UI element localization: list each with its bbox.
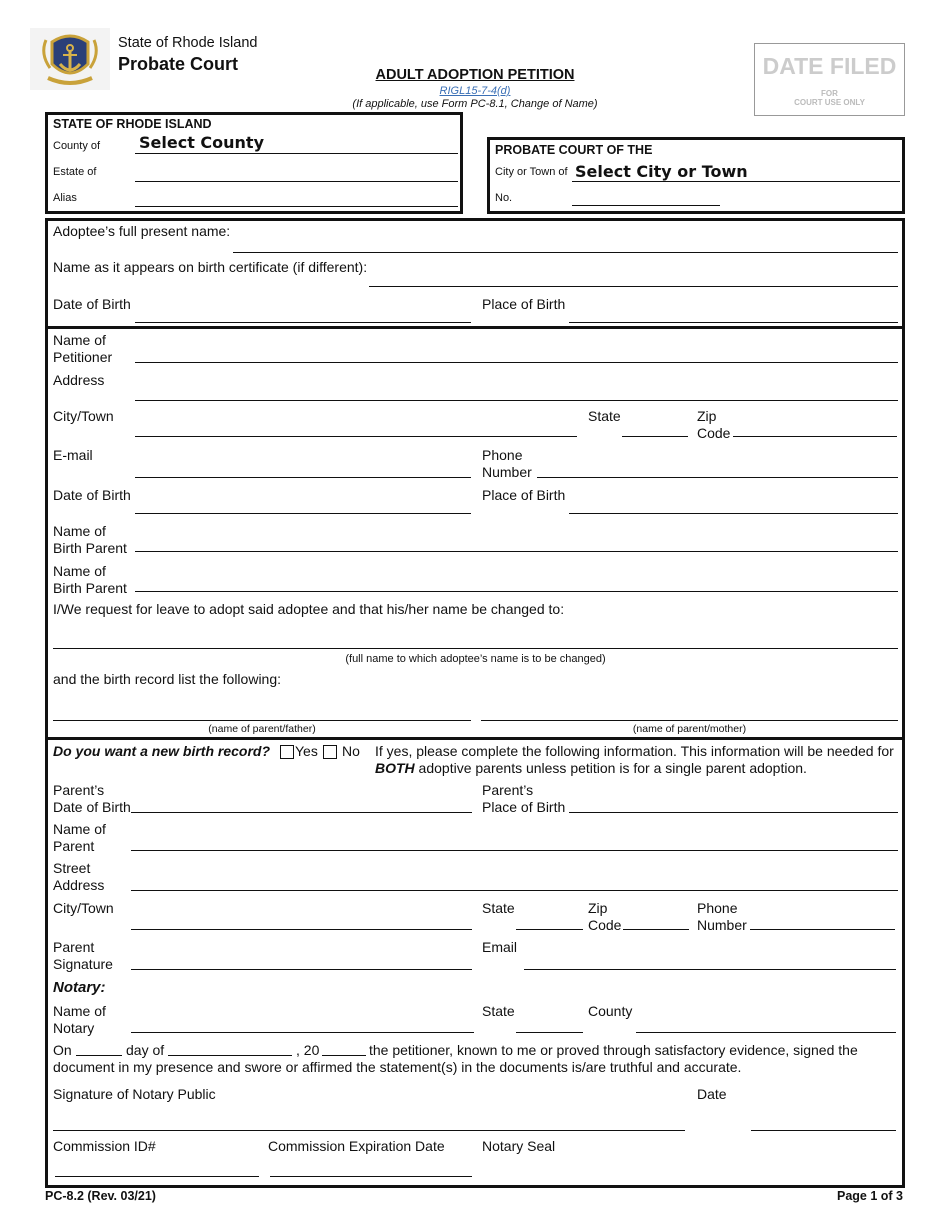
parent-father-caption: (name of parent/father) — [208, 723, 316, 735]
petitioner-email-input[interactable] — [135, 477, 471, 478]
date-filed-label: DATE FILED — [762, 53, 897, 79]
parent-zip-label-1: Zip — [588, 900, 608, 916]
parent-phone-input[interactable] — [750, 929, 895, 930]
adoptee-dob-input[interactable] — [135, 322, 471, 323]
notary-name-input[interactable] — [131, 1032, 474, 1033]
birth-record-text: and the birth record list the following: — [53, 671, 282, 687]
state-heading: STATE OF RHODE ISLAND — [53, 117, 212, 131]
parent-signature-label-2: Signature — [53, 956, 113, 972]
notary-year-prefix: , 20 — [296, 1042, 320, 1058]
parent-pob-label-2: Place of Birth — [482, 799, 566, 815]
case-number-input[interactable] — [572, 205, 720, 206]
section-divider-2 — [45, 737, 905, 740]
alias-input[interactable] — [135, 206, 458, 207]
birth-parent-2-label-1: Name of — [53, 563, 106, 579]
court-use-line-1: FOR — [821, 89, 838, 98]
date-filed-box — [754, 43, 905, 116]
parent-state-input[interactable] — [516, 929, 583, 930]
probate-heading: PROBATE COURT OF THE — [495, 143, 653, 157]
adoptee-dob-label: Date of Birth — [53, 296, 131, 312]
parent-pob-label-1: Parent’s — [482, 782, 534, 798]
petitioner-state-label: State — [588, 408, 621, 424]
birth-parent-2-label-2: Birth Parent — [53, 580, 127, 596]
parent-phone-label-1: Phone — [697, 900, 738, 916]
county-select[interactable]: Select County — [139, 133, 265, 152]
petitioner-pob-input[interactable] — [569, 513, 898, 514]
birth-parent-1-label-1: Name of — [53, 523, 106, 539]
street-address-input[interactable] — [131, 890, 898, 891]
parent-dob-input[interactable] — [131, 812, 472, 813]
notary-attest-line-2: document in my presence and swore or affirmed the statement(s) in the documents is/are truthful and accurate. — [53, 1059, 742, 1075]
petitioner-email-label: E-mail — [53, 447, 93, 463]
name-change-request-text: I/We request for leave to adopt said adoptee and that his/her name be changed to: — [53, 601, 565, 617]
parent-phone-label-2: Number — [697, 917, 747, 933]
commission-expiration-input[interactable] — [270, 1176, 472, 1177]
notary-county-label: County — [588, 1003, 633, 1019]
form-title: ADULT ADOPTION PETITION — [375, 67, 575, 83]
petitioner-city-label: City/Town — [53, 408, 114, 424]
new-record-info-line-2 — [375, 760, 807, 777]
statute-link[interactable]: RIGL15-7-4(d) — [439, 85, 511, 97]
petitioner-zip-input[interactable] — [733, 436, 897, 437]
notary-seal-label: Notary Seal — [482, 1138, 556, 1154]
parent-pob-input[interactable] — [569, 812, 898, 813]
birth-parent-2-input[interactable] — [135, 591, 898, 592]
commission-id-label: Commission ID# — [53, 1138, 156, 1154]
parent-email-label: Email — [482, 939, 518, 955]
alias-label: Alias — [53, 192, 77, 204]
notary-day-of-label: day of — [126, 1042, 165, 1058]
rhode-island-seal-icon — [30, 28, 110, 90]
notary-date-input[interactable] — [751, 1130, 896, 1131]
parent-mother-caption: (name of parent/mother) — [632, 723, 747, 735]
commission-id-input[interactable] — [55, 1176, 259, 1177]
new-birth-record-question: Do you want a new birth record? — [53, 743, 271, 759]
commission-expiration-label: Commission Expiration Date — [268, 1138, 445, 1154]
estate-label: Estate of — [53, 166, 97, 178]
parent-city-label: City/Town — [53, 900, 114, 916]
parent-mother-input[interactable] — [481, 720, 898, 721]
birth-parent-1-label-2: Birth Parent — [53, 540, 127, 556]
new-record-yes-checkbox[interactable] — [280, 745, 294, 759]
notary-state-input[interactable] — [516, 1032, 583, 1033]
parent-dob-label-2: Date of Birth — [53, 799, 131, 815]
parent-email-input[interactable] — [524, 969, 896, 970]
petitioner-phone-label-2: Number — [482, 464, 532, 480]
county-label: County of — [53, 140, 101, 152]
petitioner-pob-label: Place of Birth — [482, 487, 566, 503]
petitioner-name-label-1: Name of — [53, 332, 106, 348]
parent-zip-label-2: Code — [588, 917, 622, 933]
petitioner-phone-label-1: Phone — [482, 447, 523, 463]
notary-date-label: Date — [697, 1086, 727, 1102]
parent-state-label: State — [482, 900, 515, 916]
parent-dob-label-1: Parent’s — [53, 782, 105, 798]
page-number: Page 1 of 3 — [837, 1189, 903, 1203]
notary-signature-label: Signature of Notary Public — [53, 1086, 216, 1102]
petitioner-name-label-2: Petitioner — [53, 349, 113, 365]
notary-on-label: On — [53, 1042, 72, 1058]
street-address-label-1: Street — [53, 860, 91, 876]
notary-signature-input[interactable] — [53, 1130, 685, 1131]
petitioner-address-label: Address — [53, 372, 105, 388]
notary-month-input[interactable] — [168, 1055, 292, 1056]
adoptee-name-input[interactable] — [233, 252, 898, 253]
case-number-label: No. — [495, 192, 513, 204]
notary-heading: Notary: — [53, 979, 106, 996]
petitioner-zip-label-1: Zip — [697, 408, 717, 424]
state-name: State of Rhode Island — [118, 35, 258, 51]
petitioner-phone-input[interactable] — [537, 477, 898, 478]
petitioner-zip-label-2: Code — [697, 425, 731, 441]
notary-name-label-2: Notary — [53, 1020, 95, 1036]
street-address-label-2: Address — [53, 877, 105, 893]
petitioner-dob-label: Date of Birth — [53, 487, 131, 503]
parent-name-input[interactable] — [131, 850, 898, 851]
form-number: PC-8.2 (Rev. 03/21) — [45, 1189, 156, 1203]
notary-year-input[interactable] — [322, 1055, 366, 1056]
petitioner-dob-input[interactable] — [135, 513, 471, 514]
new-name-caption: (full name to which adoptee’s name is to be changed) — [345, 653, 606, 665]
petitioner-name-input[interactable] — [135, 362, 898, 363]
parent-signature-input[interactable] — [131, 969, 472, 970]
notary-attest-line-1: the petitioner, known to me or proved through satisfactory evidence, signed the — [369, 1042, 858, 1058]
city-town-line — [572, 181, 900, 182]
notary-county-input[interactable] — [636, 1032, 896, 1033]
petitioner-city-input[interactable] — [135, 436, 577, 437]
birth-parent-1-input[interactable] — [135, 551, 898, 552]
parent-zip-input[interactable] — [623, 929, 689, 930]
adoptee-pob-input[interactable] — [569, 322, 898, 323]
city-town-select[interactable]: Select City or Town — [575, 162, 748, 181]
parent-name-label-2: Parent — [53, 838, 95, 854]
new-record-yes-label: Yes — [295, 743, 318, 759]
adoptee-name-label: Adoptee’s full present name: — [53, 223, 231, 239]
new-record-no-checkbox[interactable] — [323, 745, 337, 759]
new-name-input[interactable] — [53, 648, 898, 649]
parent-city-input[interactable] — [131, 929, 472, 930]
parent-name-label-1: Name of — [53, 821, 106, 837]
petitioner-address-input[interactable] — [135, 400, 898, 401]
section-divider-1 — [45, 326, 905, 329]
new-record-no-label: No — [342, 743, 360, 759]
parent-signature-label-1: Parent — [53, 939, 95, 955]
county-line — [135, 153, 458, 154]
estate-input[interactable] — [135, 181, 458, 182]
petitioner-state-input[interactable] — [622, 436, 688, 437]
new-record-info-line-2-text: adoptive parents unless petition is for a single parent adoption. — [414, 760, 807, 776]
both-emphasis: BOTH — [375, 760, 415, 776]
birth-cert-name-label: Name as it appears on birth certificate (if different): — [53, 259, 368, 275]
parent-father-input[interactable] — [53, 720, 471, 721]
notary-day-input[interactable] — [76, 1055, 122, 1056]
form-subtitle: (If applicable, use Form PC-8.1, Change of Name) — [352, 98, 598, 110]
court-name: Probate Court — [118, 54, 239, 74]
birth-cert-name-input[interactable] — [369, 286, 898, 287]
city-town-label: City or Town of — [495, 166, 568, 178]
court-use-line-2: COURT USE ONLY — [794, 98, 865, 107]
notary-state-label: State — [482, 1003, 515, 1019]
notary-name-label-1: Name of — [53, 1003, 106, 1019]
new-record-info-line-1: If yes, please complete the following information. This information will be needed for — [375, 743, 894, 759]
adoptee-pob-label: Place of Birth — [482, 296, 566, 312]
